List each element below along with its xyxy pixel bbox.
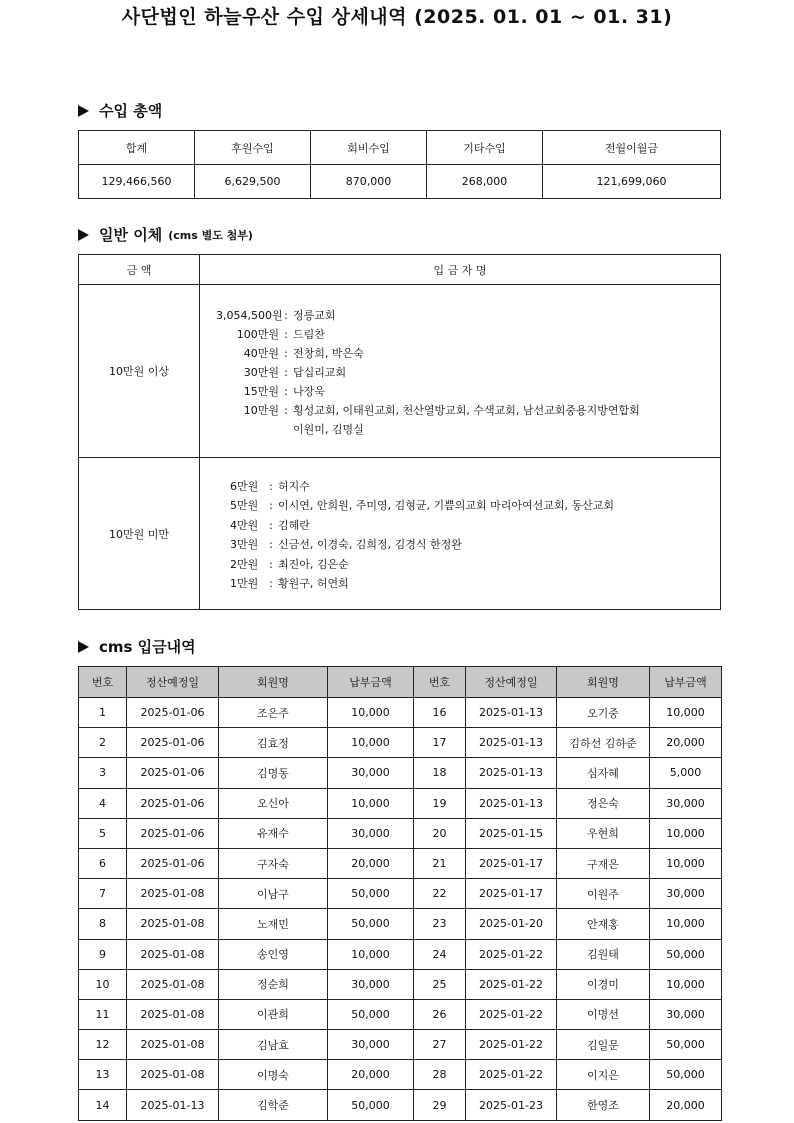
entry-names: 드림찬 <box>293 328 325 341</box>
cms-cell-no: 28 <box>414 1060 466 1090</box>
cms-cell-amount: 50,000 <box>650 1060 722 1090</box>
cms-cell-date: 2025-01-08 <box>127 909 219 939</box>
cms-cell-no: 8 <box>79 909 127 939</box>
list-item: 10만원 : 횡성교회, 이태원교회, 천산열방교회, 수색교회, 남선교회중용지방연합회 <box>216 401 720 420</box>
summary-header-total: 합계 <box>79 131 195 165</box>
cms-cell-member: 김남효 <box>219 1030 328 1060</box>
summary-header-row <box>79 131 721 165</box>
cms-cell-amount: 50,000 <box>650 1030 722 1060</box>
cms-cell-member: 구자숙 <box>219 848 328 878</box>
cms-cell-no: 9 <box>79 939 127 969</box>
general-under-label: 10만원 미만 <box>79 458 200 610</box>
table-row <box>79 1090 722 1120</box>
triangle-bullet-icon <box>78 229 89 241</box>
list-item: 1만원 : 황원구, 허연희 <box>230 574 720 593</box>
cms-cell-amount: 50,000 <box>328 909 414 939</box>
summary-table <box>78 130 721 199</box>
section-summary-label: 수입 총액 <box>99 102 163 120</box>
cms-cell-date: 2025-01-22 <box>466 999 557 1029</box>
cms-cell-date: 2025-01-06 <box>127 698 219 728</box>
cms-cell-amount: 20,000 <box>328 1060 414 1090</box>
cms-cell-amount: 30,000 <box>650 879 722 909</box>
cms-cell-member: 오신아 <box>219 788 328 818</box>
summary-header-carryover: 전월이월금 <box>543 131 721 165</box>
general-under-list <box>200 458 720 593</box>
entry-amount: 5만원 <box>230 499 259 513</box>
cms-cell-member: 이원주 <box>557 879 650 909</box>
cms-cell-no: 10 <box>79 969 127 999</box>
entry-names: 황원구, 허연희 <box>278 577 349 591</box>
cms-cell-no: 12 <box>79 1030 127 1060</box>
general-row-over <box>79 285 721 458</box>
cms-cell-member: 노재민 <box>219 909 328 939</box>
cms-cell-no: 25 <box>414 969 466 999</box>
cms-cell-date: 2025-01-22 <box>466 1030 557 1060</box>
cms-cell-no: 19 <box>414 788 466 818</box>
cms-cell-date: 2025-01-13 <box>466 728 557 758</box>
entry-amount: 10만원 <box>243 404 279 417</box>
cms-cell-member: 정순희 <box>219 969 328 999</box>
cms-cell-amount: 30,000 <box>328 969 414 999</box>
cms-cell-no: 4 <box>79 788 127 818</box>
table-row <box>79 848 722 878</box>
entry-amount: 3만원 <box>230 538 259 552</box>
entry-amount: 100만원 <box>236 328 279 341</box>
summary-value-other: 268,000 <box>427 165 543 199</box>
entry-amount: 6만원 <box>230 480 259 493</box>
summary-value-total: 129,466,560 <box>79 165 195 199</box>
cms-cell-member: 안재홍 <box>557 909 650 939</box>
cms-cell-date: 2025-01-22 <box>466 969 557 999</box>
cms-cell-amount: 10,000 <box>328 698 414 728</box>
cms-cell-no: 24 <box>414 939 466 969</box>
cms-cell-date: 2025-01-13 <box>127 1090 219 1120</box>
section-cms-label: cms 입금내역 <box>99 638 196 656</box>
list-item: 2만원 : 최진아, 김은순 <box>230 555 720 574</box>
entry-names: 횡성교회, 이태원교회, 천산열방교회, 수색교회, 남선교회중용지방연합회 <box>293 404 640 417</box>
entry-names: 신금선, 이경숙, 김희정, 김경식 한정완 <box>278 538 462 552</box>
general-header-amount: 금 액 <box>79 255 200 285</box>
cms-header-date: 정산예정일 <box>466 667 557 698</box>
cms-cell-no: 5 <box>79 818 127 848</box>
cms-cell-date: 2025-01-13 <box>466 698 557 728</box>
cms-cell-no: 23 <box>414 909 466 939</box>
cms-cell-amount: 10,000 <box>650 818 722 848</box>
cms-cell-amount: 10,000 <box>650 909 722 939</box>
cms-cell-date: 2025-01-22 <box>466 939 557 969</box>
cms-cell-member: 심자혜 <box>557 758 650 788</box>
list-item: 15만원 : 나장욱 <box>216 382 720 401</box>
summary-header-fee: 회비수입 <box>311 131 427 165</box>
cms-cell-date: 2025-01-15 <box>466 818 557 848</box>
cms-cell-member: 이명선 <box>557 999 650 1029</box>
cms-cell-no: 11 <box>79 999 127 1029</box>
list-item: 6만원 : 허지수 <box>230 477 720 496</box>
cms-cell-amount: 10,000 <box>328 788 414 818</box>
cms-cell-amount: 5,000 <box>650 758 722 788</box>
cms-header-amount: 납부금액 <box>328 667 414 698</box>
cms-cell-no: 22 <box>414 879 466 909</box>
table-row <box>79 969 722 999</box>
cms-cell-date: 2025-01-17 <box>466 879 557 909</box>
cms-header-member: 회원명 <box>219 667 328 698</box>
table-row <box>79 818 722 848</box>
cms-cell-amount: 30,000 <box>650 999 722 1029</box>
cms-cell-date: 2025-01-06 <box>127 758 219 788</box>
cms-cell-no: 17 <box>414 728 466 758</box>
general-over-label: 10만원 이상 <box>79 285 200 458</box>
general-row-under <box>79 458 721 610</box>
cms-cell-date: 2025-01-08 <box>127 999 219 1029</box>
summary-header-other: 기타수입 <box>427 131 543 165</box>
cms-cell-member: 김학준 <box>219 1090 328 1120</box>
cms-cell-date: 2025-01-22 <box>466 1060 557 1090</box>
summary-value-donation: 6,629,500 <box>195 165 311 199</box>
cms-header-no: 번호 <box>79 667 127 698</box>
section-general-label: 일반 이체 <box>99 226 163 244</box>
summary-value-row <box>79 165 721 199</box>
summary-value-carryover: 121,699,060 <box>543 165 721 199</box>
table-row <box>79 939 722 969</box>
cms-cell-no: 1 <box>79 698 127 728</box>
list-item: 30만원 : 답십리교회 <box>216 363 720 382</box>
cms-cell-date: 2025-01-23 <box>466 1090 557 1120</box>
table-row <box>79 728 722 758</box>
cms-cell-date: 2025-01-06 <box>127 728 219 758</box>
cms-cell-member: 송인영 <box>219 939 328 969</box>
table-row <box>79 788 722 818</box>
entry-amount: 2만원 <box>230 557 259 571</box>
cms-cell-no: 14 <box>79 1090 127 1120</box>
cms-cell-no: 18 <box>414 758 466 788</box>
cms-cell-member: 조은주 <box>219 698 328 728</box>
entry-amount: 3,054,500원 <box>216 309 283 322</box>
cms-cell-date: 2025-01-08 <box>127 1030 219 1060</box>
cms-cell-member: 구재은 <box>557 848 650 878</box>
cms-cell-amount: 10,000 <box>328 728 414 758</box>
cms-cell-amount: 30,000 <box>328 758 414 788</box>
cms-table-body <box>79 698 722 1121</box>
cms-cell-amount: 50,000 <box>650 939 722 969</box>
cms-cell-no: 3 <box>79 758 127 788</box>
cms-cell-member: 정은숙 <box>557 788 650 818</box>
table-row <box>79 909 722 939</box>
entry-amount: 1만원 <box>230 577 259 591</box>
list-item-continuation: 이원미, 김명실 <box>293 423 364 436</box>
table-row <box>79 1030 722 1060</box>
cms-cell-amount: 20,000 <box>328 848 414 878</box>
cms-cell-date: 2025-01-08 <box>127 879 219 909</box>
table-row <box>79 999 722 1029</box>
cms-cell-member: 김효정 <box>219 728 328 758</box>
triangle-bullet-icon <box>78 641 89 653</box>
cms-cell-member: 이명숙 <box>219 1060 328 1090</box>
cms-cell-member: 한영조 <box>557 1090 650 1120</box>
section-general-note: (cms 별도 첨부) <box>168 228 253 242</box>
section-cms-title <box>78 636 196 657</box>
general-over-names <box>200 285 721 458</box>
general-transfer-table <box>78 254 721 610</box>
cms-cell-member: 김하선 김하준 <box>557 728 650 758</box>
general-header-row <box>79 255 721 285</box>
cms-cell-date: 2025-01-13 <box>466 788 557 818</box>
entry-names: 허지수 <box>278 480 310 493</box>
list-item: 40만원 : 전창희, 박은숙 <box>216 344 720 363</box>
entry-names: 전창희, 박은숙 <box>293 347 364 360</box>
cms-cell-member: 김일문 <box>557 1030 650 1060</box>
cms-cell-no: 29 <box>414 1090 466 1120</box>
cms-header-amount: 납부금액 <box>650 667 722 698</box>
cms-cell-member: 오기중 <box>557 698 650 728</box>
cms-cell-amount: 50,000 <box>328 999 414 1029</box>
cms-cell-amount: 30,000 <box>650 788 722 818</box>
entry-names: 최진아, 김은순 <box>278 557 349 571</box>
cms-cell-amount: 50,000 <box>328 879 414 909</box>
cms-cell-member: 유재수 <box>219 818 328 848</box>
table-row <box>79 758 722 788</box>
section-summary-title <box>78 100 162 121</box>
cms-cell-member: 이경미 <box>557 969 650 999</box>
general-header-names: 입 금 자 명 <box>200 255 721 285</box>
cms-cell-date: 2025-01-08 <box>127 939 219 969</box>
cms-cell-date: 2025-01-13 <box>466 758 557 788</box>
cms-cell-amount: 10,000 <box>650 969 722 999</box>
cms-cell-date: 2025-01-08 <box>127 969 219 999</box>
cms-cell-amount: 30,000 <box>328 818 414 848</box>
entry-names: 이시연, 안희원, 주미영, 김형균, 기쁨의교회 마리아여선교회, 동산교회 <box>278 499 614 513</box>
entry-names: 나장욱 <box>293 385 325 398</box>
cms-cell-date: 2025-01-06 <box>127 818 219 848</box>
cms-cell-no: 13 <box>79 1060 127 1090</box>
entry-amount: 15만원 <box>243 385 279 398</box>
cms-header-no: 번호 <box>414 667 466 698</box>
cms-cell-date: 2025-01-08 <box>127 1060 219 1090</box>
cms-cell-no: 2 <box>79 728 127 758</box>
list-item: 4만원 : 김혜란 <box>230 516 720 535</box>
cms-header-date: 정산예정일 <box>127 667 219 698</box>
cms-cell-member: 이남구 <box>219 879 328 909</box>
list-item: 3,054,500원 : 정릉교회 <box>216 306 720 325</box>
cms-cell-no: 16 <box>414 698 466 728</box>
general-under-names <box>200 458 721 610</box>
cms-cell-date: 2025-01-06 <box>127 788 219 818</box>
triangle-bullet-icon <box>78 105 89 117</box>
cms-cell-date: 2025-01-17 <box>466 848 557 878</box>
list-item: 3만원 : 신금선, 이경숙, 김희정, 김경식 한정완 <box>230 535 720 554</box>
summary-header-donation: 후원수입 <box>195 131 311 165</box>
cms-cell-no: 20 <box>414 818 466 848</box>
cms-cell-member: 김명동 <box>219 758 328 788</box>
summary-value-fee: 870,000 <box>311 165 427 199</box>
cms-cell-member: 우현희 <box>557 818 650 848</box>
cms-cell-amount: 20,000 <box>650 1090 722 1120</box>
list-item: 5만원 : 이시연, 안희원, 주미영, 김형균, 기쁨의교회 마리아여선교회, 동산교회 <box>230 496 720 515</box>
cms-cell-amount: 10,000 <box>650 848 722 878</box>
general-over-list <box>200 285 720 439</box>
cms-cell-date: 2025-01-20 <box>466 909 557 939</box>
cms-cell-no: 6 <box>79 848 127 878</box>
entry-names: 답십리교회 <box>293 366 347 379</box>
cms-cell-amount: 20,000 <box>650 728 722 758</box>
cms-cell-no: 7 <box>79 879 127 909</box>
document-title: 사단법인 하늘우산 수입 상세내역 (2025. 01. 01 ~ 01. 31) <box>121 6 673 28</box>
cms-cell-member: 김원태 <box>557 939 650 969</box>
cms-header-member: 회원명 <box>557 667 650 698</box>
cms-header-row <box>79 667 722 698</box>
entry-amount: 30만원 <box>243 366 279 379</box>
cms-table <box>78 666 722 1121</box>
entry-amount: 4만원 <box>230 518 259 532</box>
cms-cell-amount: 30,000 <box>328 1030 414 1060</box>
cms-cell-no: 27 <box>414 1030 466 1060</box>
cms-cell-amount: 50,000 <box>328 1090 414 1120</box>
cms-cell-member: 이관희 <box>219 999 328 1029</box>
list-item: 100만원 : 드림찬 <box>216 325 720 344</box>
table-row <box>79 1060 722 1090</box>
cms-cell-no: 21 <box>414 848 466 878</box>
cms-cell-amount: 10,000 <box>650 698 722 728</box>
table-row <box>79 698 722 728</box>
section-general-title <box>78 224 253 245</box>
entry-names: 김혜란 <box>278 518 310 532</box>
cms-cell-no: 26 <box>414 999 466 1029</box>
cms-cell-member: 이지은 <box>557 1060 650 1090</box>
entry-names: 정릉교회 <box>293 309 336 322</box>
table-row <box>79 879 722 909</box>
entry-amount: 40만원 <box>243 347 279 360</box>
cms-cell-date: 2025-01-06 <box>127 848 219 878</box>
cms-cell-amount: 10,000 <box>328 939 414 969</box>
